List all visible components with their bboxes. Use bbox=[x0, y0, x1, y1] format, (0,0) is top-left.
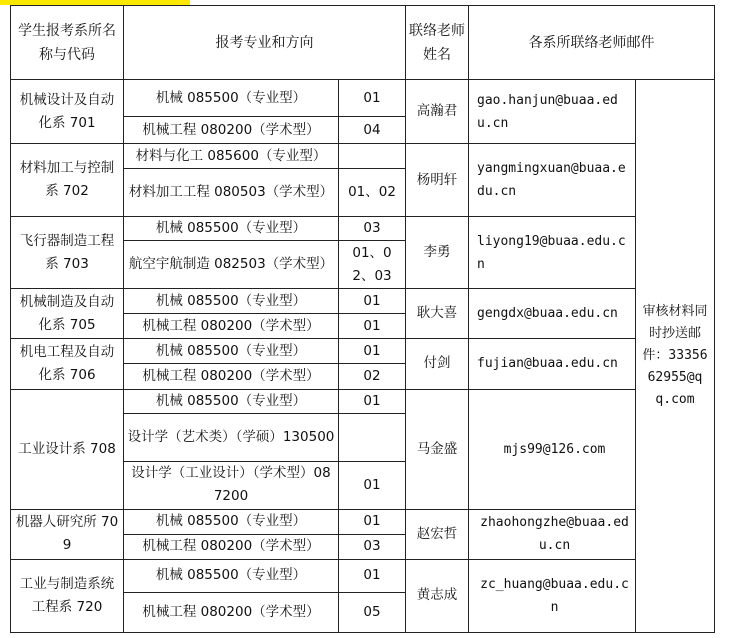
direction-cell: 01、02、03 bbox=[339, 241, 406, 289]
direction-cell: 03 bbox=[339, 534, 406, 559]
direction-cell: 01 bbox=[339, 80, 406, 117]
direction-cell: 01 bbox=[339, 559, 406, 592]
dept-cell: 工业与制造系统工程系 720 bbox=[11, 559, 124, 632]
major-cell: 航空宇航制造 082503（学术型） bbox=[124, 241, 339, 289]
major-cell: 机械 085500（专业型） bbox=[124, 389, 339, 413]
dept-cell: 机器人研究所 709 bbox=[11, 509, 124, 559]
major-cell: 设计学（工业设计）（学术型）087200 bbox=[124, 461, 339, 509]
major-cell: 机械工程 080200（学术型） bbox=[124, 364, 339, 389]
direction-cell: 01 bbox=[339, 509, 406, 534]
header-email: 各系所联络老师邮件 bbox=[469, 6, 715, 80]
major-cell: 机械 085500（专业型） bbox=[124, 289, 339, 314]
major-cell: 机械 085500（专业型） bbox=[124, 509, 339, 534]
teacher-cell: 杨明轩 bbox=[406, 144, 469, 217]
direction-cell bbox=[339, 413, 406, 461]
direction-cell: 01 bbox=[339, 389, 406, 413]
major-cell: 设计学（艺术类）（学硕）130500 bbox=[124, 413, 339, 461]
email-cell[interactable]: liyong19@buaa.edu.cn bbox=[469, 217, 636, 289]
email-cell[interactable]: fujian@buaa.edu.cn bbox=[469, 339, 636, 389]
email-cell[interactable]: mjs99@126.com bbox=[469, 389, 636, 509]
email-cell[interactable]: yangmingxuan@buaa.edu.cn bbox=[469, 144, 636, 217]
header-teacher: 联络老师姓名 bbox=[406, 6, 469, 80]
table-row bbox=[11, 217, 715, 241]
teacher-cell: 赵宏哲 bbox=[406, 509, 469, 559]
dept-cell: 材料加工与控制系 702 bbox=[11, 144, 124, 217]
table-row bbox=[11, 389, 715, 413]
teacher-cell: 高瀚君 bbox=[406, 80, 469, 144]
direction-cell bbox=[339, 144, 406, 169]
major-cell: 机械 085500（专业型） bbox=[124, 80, 339, 117]
direction-cell: 01、02 bbox=[339, 169, 406, 217]
table-row bbox=[11, 559, 715, 592]
major-cell: 材料与化工 085600（专业型） bbox=[124, 144, 339, 169]
direction-cell: 05 bbox=[339, 592, 406, 632]
table-row bbox=[11, 144, 715, 169]
dept-cell: 机械制造及自动化系 705 bbox=[11, 289, 124, 339]
direction-cell: 01 bbox=[339, 289, 406, 314]
email-cell[interactable]: gao.hanjun@buaa.edu.cn bbox=[469, 80, 636, 144]
header-major: 报考专业和方向 bbox=[124, 6, 406, 80]
teacher-cell: 马金盛 bbox=[406, 389, 469, 509]
teacher-cell: 黄志成 bbox=[406, 559, 469, 632]
teacher-cell: 付剑 bbox=[406, 339, 469, 389]
direction-cell: 01 bbox=[339, 461, 406, 509]
direction-cell: 02 bbox=[339, 364, 406, 389]
email-cell[interactable]: zhaohongzhe@buaa.edu.cn bbox=[469, 509, 636, 559]
dept-cell: 机械设计及自动化系 701 bbox=[11, 80, 124, 144]
email-cell[interactable]: gengdx@buaa.edu.cn bbox=[469, 289, 636, 339]
dept-cell: 飞行器制造工程系 703 bbox=[11, 217, 124, 289]
direction-cell: 01 bbox=[339, 314, 406, 339]
major-cell: 机械工程 080200（学术型） bbox=[124, 117, 339, 144]
teacher-cell: 耿大喜 bbox=[406, 289, 469, 339]
dept-cell: 机电工程及自动化系 706 bbox=[11, 339, 124, 389]
major-cell: 机械工程 080200（学术型） bbox=[124, 592, 339, 632]
cc-note-cell: 审核材料同时抄送邮件：3335662955@qq.com bbox=[636, 80, 715, 633]
table-row bbox=[11, 509, 715, 534]
table-row bbox=[11, 80, 715, 117]
email-cell[interactable]: zc_huang@buaa.edu.cn bbox=[469, 559, 636, 632]
table-row bbox=[11, 289, 715, 314]
contact-table bbox=[10, 5, 715, 633]
table-row bbox=[11, 339, 715, 364]
major-cell: 机械工程 080200（学术型） bbox=[124, 314, 339, 339]
major-cell: 机械 085500（专业型） bbox=[124, 559, 339, 592]
direction-cell: 03 bbox=[339, 217, 406, 241]
major-cell: 机械 085500（专业型） bbox=[124, 339, 339, 364]
dept-cell: 工业设计系 708 bbox=[11, 389, 124, 509]
header-row bbox=[11, 6, 715, 80]
header-dept: 学生报考系所名称与代码 bbox=[11, 6, 124, 80]
major-cell: 机械工程 080200（学术型） bbox=[124, 534, 339, 559]
major-cell: 机械 085500（专业型） bbox=[124, 217, 339, 241]
direction-cell: 04 bbox=[339, 117, 406, 144]
teacher-cell: 李勇 bbox=[406, 217, 469, 289]
major-cell: 材料加工工程 080503（学术型） bbox=[124, 169, 339, 217]
direction-cell: 01 bbox=[339, 339, 406, 364]
